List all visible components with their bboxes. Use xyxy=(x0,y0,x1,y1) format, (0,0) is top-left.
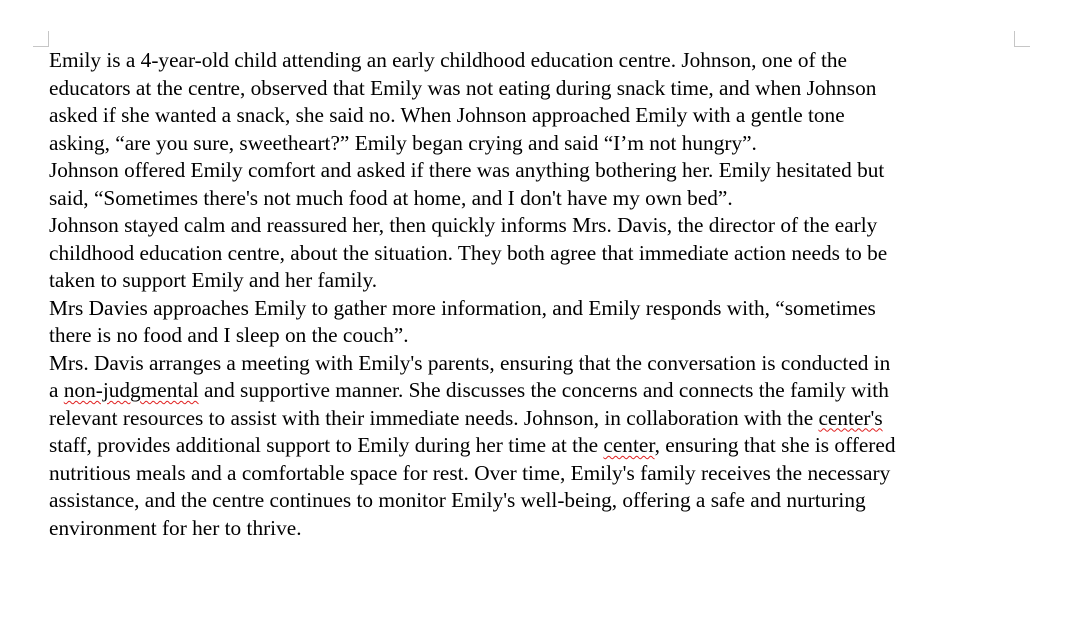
text-line: Emily is a 4-year-old child attending an early childhood education centre. Johnson, one of the xyxy=(49,48,847,72)
text-line: nutritious meals and a comfortable space for rest. Over time, Emily's family receives the necessary xyxy=(49,460,891,485)
text-run: staff, provides additional support to Emily during her time at the xyxy=(49,433,604,457)
text-line: Johnson stayed calm and reassured her, then quickly informs Mrs. Davis, the director of the early xyxy=(49,213,878,237)
text-line: asked if she wanted a snack, she said no. When Johnson approached Emily with a gentle tone xyxy=(49,103,845,127)
margin-corner-mark-top-right xyxy=(1014,31,1030,47)
text-line: asking, “are you sure, sweetheart?” Emily began crying and said “I’m not hungry”. xyxy=(49,130,757,155)
spellcheck-flagged-word[interactable]: center's xyxy=(818,405,883,430)
text-line: said, “Sometimes there's not much food at home, and I don't have my own bed”. xyxy=(49,185,733,210)
document-body[interactable] xyxy=(49,47,1039,542)
paragraph xyxy=(49,295,1039,350)
text-run: and supportive manner. She discusses the concerns and connects the family with xyxy=(198,378,889,402)
text-line: Johnson offered Emily comfort and asked if there was anything bothering her. Emily hesitated but xyxy=(49,158,885,182)
paragraph xyxy=(49,47,1039,157)
text-line xyxy=(49,405,1039,433)
text-line xyxy=(49,432,1039,460)
text-line: Mrs. Davis arranges a meeting with Emily's parents, ensuring that the conversation is conducted in xyxy=(49,350,891,375)
paragraph xyxy=(49,212,1039,295)
text-line: Mrs Davies approaches Emily to gather more information, and Emily responds with, “sometimes xyxy=(49,295,876,320)
spellcheck-flagged-word[interactable]: center xyxy=(603,433,655,457)
text-line: there is no food and I sleep on the couch”. xyxy=(49,323,409,347)
spellcheck-flagged-word[interactable]: non-judgmental xyxy=(63,378,199,402)
text-line xyxy=(49,377,1039,405)
margin-corner-mark-top-left xyxy=(33,31,49,47)
text-line: taken to support Emily and her family. xyxy=(49,268,378,292)
paragraph xyxy=(49,157,1039,212)
text-run: a xyxy=(49,378,64,402)
text-line: educators at the centre, observed that Emily was not eating during snack time, and when Johnson xyxy=(49,75,877,100)
paragraph xyxy=(49,350,1039,543)
text-run: , ensuring that she is offered xyxy=(654,433,896,457)
text-run: relevant resources to assist with their immediate needs. Johnson, in collaboration with the xyxy=(49,405,819,430)
text-line: childhood education centre, about the situation. They both agree that immediate action needs to be xyxy=(49,240,888,265)
text-line: environment for her to thrive. xyxy=(49,515,302,540)
text-line: assistance, and the centre continues to monitor Emily's well-being, offering a safe and nurturing xyxy=(49,488,866,512)
